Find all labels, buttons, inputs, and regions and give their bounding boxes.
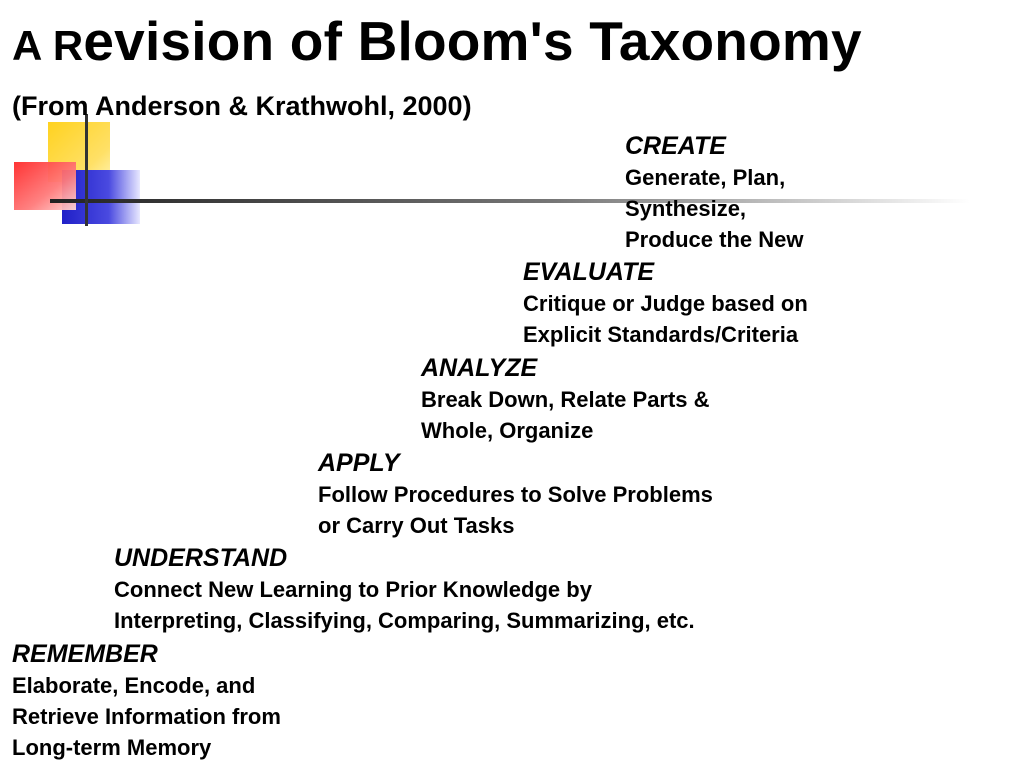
level-name: REMEMBER: [12, 640, 158, 668]
level-description-line: Generate, Plan,: [625, 165, 786, 190]
level-description-line: Synthesize,: [625, 196, 747, 221]
level-create: [625, 130, 803, 255]
level-description-line: Break Down, Relate Parts &: [421, 387, 710, 412]
slide-title: [12, 10, 862, 72]
level-description-line: Connect New Learning to Prior Knowledge by: [114, 577, 592, 602]
level-name: APPLY: [318, 449, 400, 477]
title-prefix: A R: [12, 22, 84, 69]
level-name: UNDERSTAND: [114, 544, 288, 572]
level-apply: [318, 447, 713, 541]
level-description-line: Elaborate, Encode, and: [12, 673, 256, 698]
level-description-line: Explicit Standards/Criteria: [523, 322, 799, 347]
level-description-line: Critique or Judge based on: [523, 291, 808, 316]
slide-subtitle: (From Anderson & Krathwohl, 2000): [12, 91, 472, 121]
level-description-line: Long-term Memory: [12, 735, 212, 760]
decorative-squares-graphic: [0, 110, 1024, 240]
title-rest: evision of Bloom's Taxonomy: [83, 10, 862, 72]
level-description-line: Whole, Organize: [421, 418, 594, 443]
vertical-rule: [85, 114, 88, 226]
level-name: CREATE: [625, 132, 726, 160]
level-description-line: Retrieve Information from: [12, 704, 281, 729]
level-evaluate: [523, 256, 808, 350]
level-remember: [12, 638, 281, 763]
level-name: ANALYZE: [421, 354, 538, 382]
level-name: EVALUATE: [523, 258, 655, 286]
level-analyze: [421, 352, 710, 446]
level-description-line: Interpreting, Classifying, Comparing, Summarizing, etc.: [114, 608, 695, 633]
level-description-line: or Carry Out Tasks: [318, 513, 515, 538]
horizontal-rule: [50, 199, 970, 203]
level-description-line: Follow Procedures to Solve Problems: [318, 482, 713, 507]
level-understand: [114, 542, 695, 636]
level-description-line: Produce the New: [625, 227, 804, 252]
